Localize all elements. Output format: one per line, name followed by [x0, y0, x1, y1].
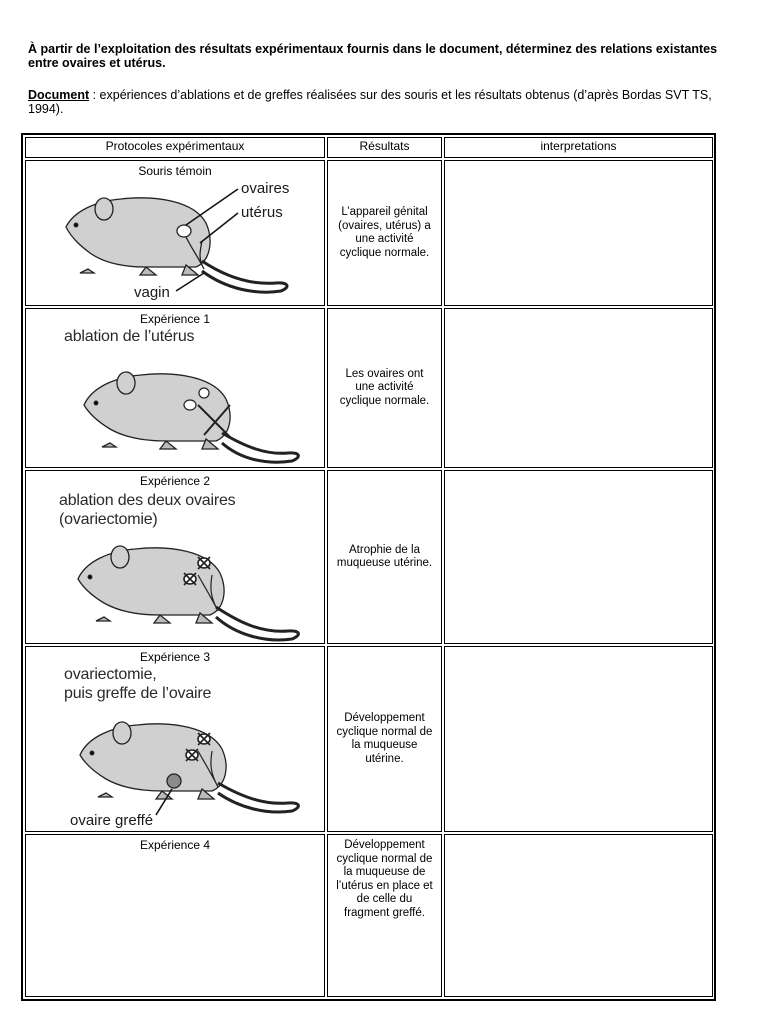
- result-line: L’appareil génital: [341, 206, 428, 218]
- protocol-cell-control: [25, 160, 325, 306]
- interpretation-cell-control[interactable]: [444, 160, 713, 306]
- result-line: (ovaires, utérus) a: [338, 219, 431, 232]
- protocol-cell-exp1: [25, 308, 325, 468]
- result-text-exp4: [336, 839, 433, 920]
- mouse-icon: [78, 546, 298, 640]
- document-caption: [28, 88, 740, 116]
- result-line: l’utérus en place et: [336, 879, 433, 892]
- result-line: Les ovaires ont: [345, 367, 424, 380]
- header-interpretations: interpretations: [444, 137, 713, 158]
- result-line: de celle du: [356, 893, 413, 905]
- result-line: utérine.: [365, 752, 404, 765]
- caption-exp4: Expérience 4: [139, 838, 211, 852]
- protocol-cell-exp4: [25, 834, 325, 997]
- result-line: la muqueuse de: [343, 866, 426, 878]
- interpretation-cell-exp2[interactable]: [444, 470, 713, 644]
- result-line: une activité: [355, 381, 414, 394]
- exp2-mouse-illustration: [26, 471, 326, 645]
- header-results: Résultats: [327, 137, 442, 158]
- result-text-exp1: [340, 368, 429, 409]
- interpretation-cell-exp3[interactable]: [444, 646, 713, 832]
- caption-exp2: Expérience 2: [139, 474, 211, 488]
- exp1-mouse-illustration: [26, 309, 326, 469]
- grafted-ovary-icon: [167, 774, 181, 788]
- result-cell-exp2: [327, 470, 442, 644]
- result-line: cyclique normal de: [336, 725, 433, 738]
- header-protocols: Protocoles expérimentaux: [25, 137, 325, 158]
- result-line: cyclique normale.: [339, 394, 430, 407]
- result-cell-exp4: [327, 834, 442, 997]
- interpretation-cell-exp1[interactable]: [444, 308, 713, 468]
- mouse-icon: [80, 722, 298, 812]
- caption-control: Souris témoin: [138, 164, 212, 178]
- subtitle-line: ovariectomie,: [64, 666, 157, 683]
- document-separator: :: [89, 88, 100, 102]
- label-grafted-ovary: ovaire greffé: [70, 812, 154, 829]
- label-uterus: utérus: [241, 204, 283, 221]
- control-mouse-illustration: [26, 161, 326, 307]
- result-text-control: [338, 206, 431, 260]
- result-text-exp2: [337, 544, 432, 571]
- document-label: Document: [28, 88, 90, 102]
- interpretation-cell-exp4[interactable]: [444, 834, 713, 997]
- result-line: cyclique normal de: [336, 852, 433, 865]
- result-text-exp3: [337, 712, 433, 766]
- result-line: la muqueuse: [351, 739, 418, 751]
- result-line: Développement: [344, 712, 425, 724]
- caption-exp3: Expérience 3: [139, 650, 211, 664]
- result-line: muqueuse utérine.: [336, 557, 433, 569]
- exp3-mouse-illustration: [26, 647, 326, 833]
- experiment-table: [21, 133, 716, 1001]
- result-cell-exp3: [327, 646, 442, 832]
- result-line: fragment greffé.: [344, 906, 425, 919]
- mouse-icon: [84, 372, 298, 462]
- result-line: cyclique normale.: [339, 246, 430, 259]
- subtitle-line: ablation des deux ovaires: [59, 492, 236, 509]
- result-line: une activité: [355, 233, 414, 245]
- label-vagin: vagin: [134, 284, 170, 301]
- result-cell-exp1: [327, 308, 442, 468]
- protocol-cell-exp2: [25, 470, 325, 644]
- result-cell-control: [327, 160, 442, 306]
- caption-exp1: Expérience 1: [139, 312, 211, 326]
- subtitle-exp1: ablation de l’utérus: [64, 328, 195, 345]
- subtitle-line: (ovariectomie): [59, 511, 158, 528]
- label-ovaires: ovaires: [241, 180, 290, 197]
- subtitle-line: puis greffe de l’ovaire: [64, 685, 212, 702]
- result-line: Atrophie de la: [349, 543, 420, 556]
- protocol-cell-exp3: [25, 646, 325, 832]
- document-description: expériences d’ablations et de greffes réalisées sur des souris et les résultats obtenus (d’après Bordas SVT TS, 1994).: [28, 88, 712, 116]
- result-line: Développement: [344, 839, 425, 851]
- question-text: À partir de l’exploitation des résultats expérimentaux fournis dans le document, déterminez des relations existantes entre ovaires et utérus.: [28, 42, 718, 70]
